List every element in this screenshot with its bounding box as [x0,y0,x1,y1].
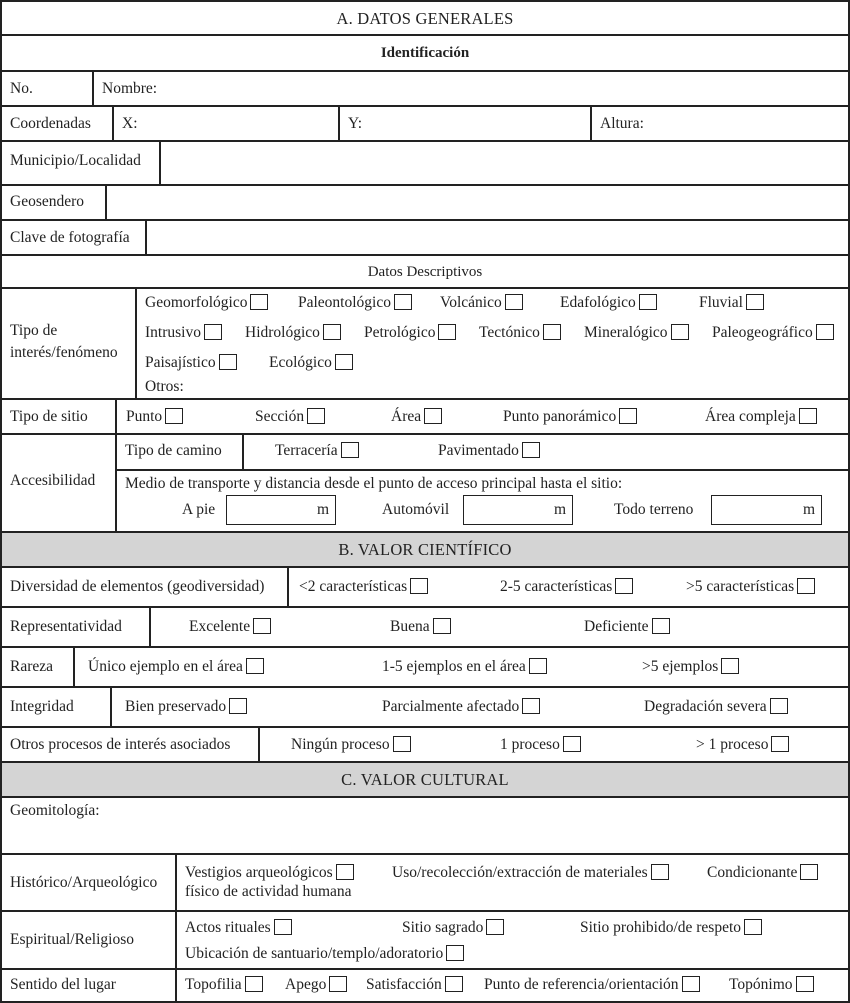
checkbox[interactable] [336,864,354,880]
representatividad-label: Representatividad [10,618,122,635]
diversidad-label: Diversidad de elementos (geodiversidad) [10,578,265,595]
todo-terreno-input[interactable] [711,495,822,525]
opt-punto-panoramico[interactable]: Punto panorámico [503,408,637,426]
unit-m: m [802,501,815,518]
checkbox[interactable] [800,864,818,880]
checkbox[interactable] [250,294,268,310]
checkbox[interactable] [799,408,817,424]
datos-descriptivos-subheader: Datos Descriptivos [2,254,848,288]
checkbox[interactable] [796,976,814,992]
row-representatividad [2,606,848,647]
automovil-input[interactable] [463,495,573,525]
row-diversidad [2,566,848,607]
checkbox[interactable] [438,324,456,340]
opt-pavimentado[interactable]: Pavimentado [438,442,540,460]
checkbox[interactable] [652,618,670,634]
opt-vestigios[interactable]: Vestigios arqueológicos [185,864,354,882]
checkbox[interactable] [394,294,412,310]
checkbox[interactable] [797,578,815,594]
tipo-interes-label: Tipo de [10,322,58,339]
checkbox[interactable] [219,354,237,370]
x-field[interactable]: X: [122,115,138,132]
opt-1-5-ejemplos[interactable]: 1-5 ejemplos en el área [382,658,547,676]
checkbox[interactable] [744,919,762,935]
opt-area-compleja[interactable]: Área compleja [705,408,817,426]
medio-transporte-label: Medio de transporte y distancia desde el punto de acceso principal hasta el sitio: [125,475,623,492]
accesibilidad-label: Accesibilidad [10,472,96,489]
checkbox[interactable] [323,324,341,340]
section-c-header: C. VALOR CULTURAL [2,761,848,797]
opt-apego[interactable]: Apego [285,976,347,994]
altura-field[interactable]: Altura: [600,115,644,132]
opt-1-proceso[interactable]: 1 proceso [500,736,581,754]
checkbox[interactable] [486,919,504,935]
clave-foto-label: Clave de fotografía [10,229,130,246]
checkbox[interactable] [746,294,764,310]
opt-hidrologico[interactable]: Hidrológico [245,324,341,342]
row-espiritual [2,910,848,969]
geosendero-label: Geosendero [10,193,85,210]
espiritual-label: Espiritual/Religioso [10,931,134,948]
nombre-field[interactable]: Nombre: [102,80,158,97]
checkbox[interactable] [335,354,353,370]
opt-tectonico[interactable]: Tectónico [479,324,561,342]
opt-deficiente[interactable]: Deficiente [584,618,670,636]
checkbox[interactable] [229,698,247,714]
checkbox[interactable] [204,324,222,340]
checkbox[interactable] [721,658,739,674]
opt-fluvial[interactable]: Fluvial [699,294,764,312]
opt-menos-2[interactable]: <2 características [299,578,428,596]
sentido-label: Sentido del lugar [10,976,116,993]
opt-volcanico[interactable]: Volcánico [440,294,523,312]
opt-mas-5[interactable]: >5 características [686,578,815,596]
checkbox[interactable] [682,976,700,992]
integridad-label: Integridad [10,698,74,715]
opt-bien-preservado[interactable]: Bien preservado [125,698,247,716]
checkbox[interactable] [529,658,547,674]
opt-unico[interactable]: Único ejemplo en el área [88,658,264,676]
tipo-sitio-label: Tipo de sitio [10,408,88,425]
no-label: No. [10,80,33,97]
checkbox[interactable] [639,294,657,310]
opt-satisfaccion[interactable]: Satisfacción [366,976,463,994]
opt-condicionante[interactable]: Condicionante [707,864,818,882]
checkbox[interactable] [341,442,359,458]
checkbox[interactable] [522,698,540,714]
opt-petrologico[interactable]: Petrológico [364,324,456,342]
checkbox[interactable] [246,658,264,674]
opt-ecologico[interactable]: Ecológico [269,354,353,372]
a-pie-label: A pie [182,501,216,518]
opt-mas-1-proceso[interactable]: > 1 proceso [696,736,789,754]
opt-sitio-prohibido[interactable]: Sitio prohibido/de respeto [580,919,762,937]
opt-parcialmente[interactable]: Parcialmente afectado [382,698,540,716]
checkbox[interactable] [770,698,788,714]
historico-label: Histórico/Arqueológico [10,874,158,891]
opt-edafologico[interactable]: Edafológico [560,294,657,312]
opt-degradacion[interactable]: Degradación severa [644,698,788,716]
opt-sitio-sagrado[interactable]: Sitio sagrado [402,919,504,937]
checkbox[interactable] [619,408,637,424]
unit-m: m [316,501,329,518]
checkbox[interactable] [651,864,669,880]
checkbox[interactable] [671,324,689,340]
opt-paisajistico[interactable]: Paisajístico [145,354,237,372]
opt-intrusivo[interactable]: Intrusivo [145,324,222,342]
checkbox[interactable] [410,578,428,594]
rareza-label: Rareza [10,658,54,675]
opt-punto[interactable]: Punto [126,408,183,426]
opt-uso-recoleccion[interactable]: Uso/recolección/extracción de materiales [392,864,669,882]
checkbox[interactable] [771,736,789,752]
municipio-label: Municipio/Localidad [10,152,141,169]
checkbox[interactable] [433,618,451,634]
y-field[interactable]: Y: [348,115,363,132]
row-tipo-interes [2,287,848,399]
opt-paleontologico[interactable]: Paleontológico [298,294,412,312]
checkbox[interactable] [424,408,442,424]
row-integridad [2,686,848,727]
opt-santuario[interactable]: Ubicación de santuario/templo/adoratorio [185,945,464,963]
opt-seccion[interactable]: Sección [255,408,325,426]
coordenadas-label: Coordenadas [10,115,91,132]
opt-punto-referencia[interactable]: Punto de referencia/orientación [484,976,700,994]
checkbox[interactable] [329,976,347,992]
row-coordenadas [2,105,848,141]
automovil-label: Automóvil [382,501,450,518]
opt-area[interactable]: Área [391,408,442,426]
otros-field[interactable]: Otros: [145,378,184,395]
otros-procesos-label: Otros procesos de interés asociados [10,736,231,753]
opt-mas-5-ejemplos[interactable]: >5 ejemplos [642,658,739,676]
checkbox[interactable] [307,408,325,424]
row-geomitologia [2,796,848,854]
row-otros-procesos [2,726,848,762]
checkbox[interactable] [816,324,834,340]
row-geosendero [2,184,848,220]
opt-mineralogico[interactable]: Mineralógico [584,324,689,342]
row-rareza [2,646,848,687]
section-b-header: B. VALOR CIENTÍFICO [2,531,848,567]
row-clave-foto [2,219,848,255]
checkbox[interactable] [522,442,540,458]
checkbox[interactable] [274,919,292,935]
row-historico [2,853,848,911]
checkbox[interactable] [563,736,581,752]
tipo-interes-label-2: interés/fenómeno [10,344,118,361]
tipo-camino-label: Tipo de camino [125,442,222,459]
row-sentido [2,968,848,1001]
opt-buena[interactable]: Buena [390,618,451,636]
row-no-nombre [2,70,848,106]
condicionante-cont: físico de actividad humana [185,883,352,900]
row-accesibilidad [2,433,848,532]
opt-actos-rituales[interactable]: Actos rituales [185,919,292,937]
checkbox[interactable] [445,976,463,992]
unit-m: m [553,501,566,518]
opt-paleogeografico[interactable]: Paleogeográfico [712,324,834,342]
identificacion-subheader: Identificación [2,34,848,70]
row-tipo-sitio [2,398,848,434]
checkbox[interactable] [505,294,523,310]
opt-toponimo[interactable]: Topónimo [729,976,814,994]
checkbox[interactable] [393,736,411,752]
checkbox[interactable] [165,408,183,424]
section-a-header: A. DATOS GENERALES [2,0,848,36]
todo-terreno-label: Todo terreno [614,501,694,518]
checkbox[interactable] [615,578,633,594]
geomitologia-field[interactable]: Geomitología: [10,802,100,819]
opt-excelente[interactable]: Excelente [189,618,271,636]
a-pie-input[interactable] [226,495,336,525]
checkbox[interactable] [446,945,464,961]
opt-2-5[interactable]: 2-5 características [500,578,633,596]
checkbox[interactable] [543,324,561,340]
opt-topofilia[interactable]: Topofilia [185,976,263,994]
checkbox[interactable] [245,976,263,992]
opt-ningun-proceso[interactable]: Ningún proceso [291,736,411,754]
opt-geomorfologico[interactable]: Geomorfológico [145,294,268,312]
checkbox[interactable] [253,618,271,634]
opt-terraceria[interactable]: Terracería [275,442,359,460]
row-municipio [2,140,848,186]
